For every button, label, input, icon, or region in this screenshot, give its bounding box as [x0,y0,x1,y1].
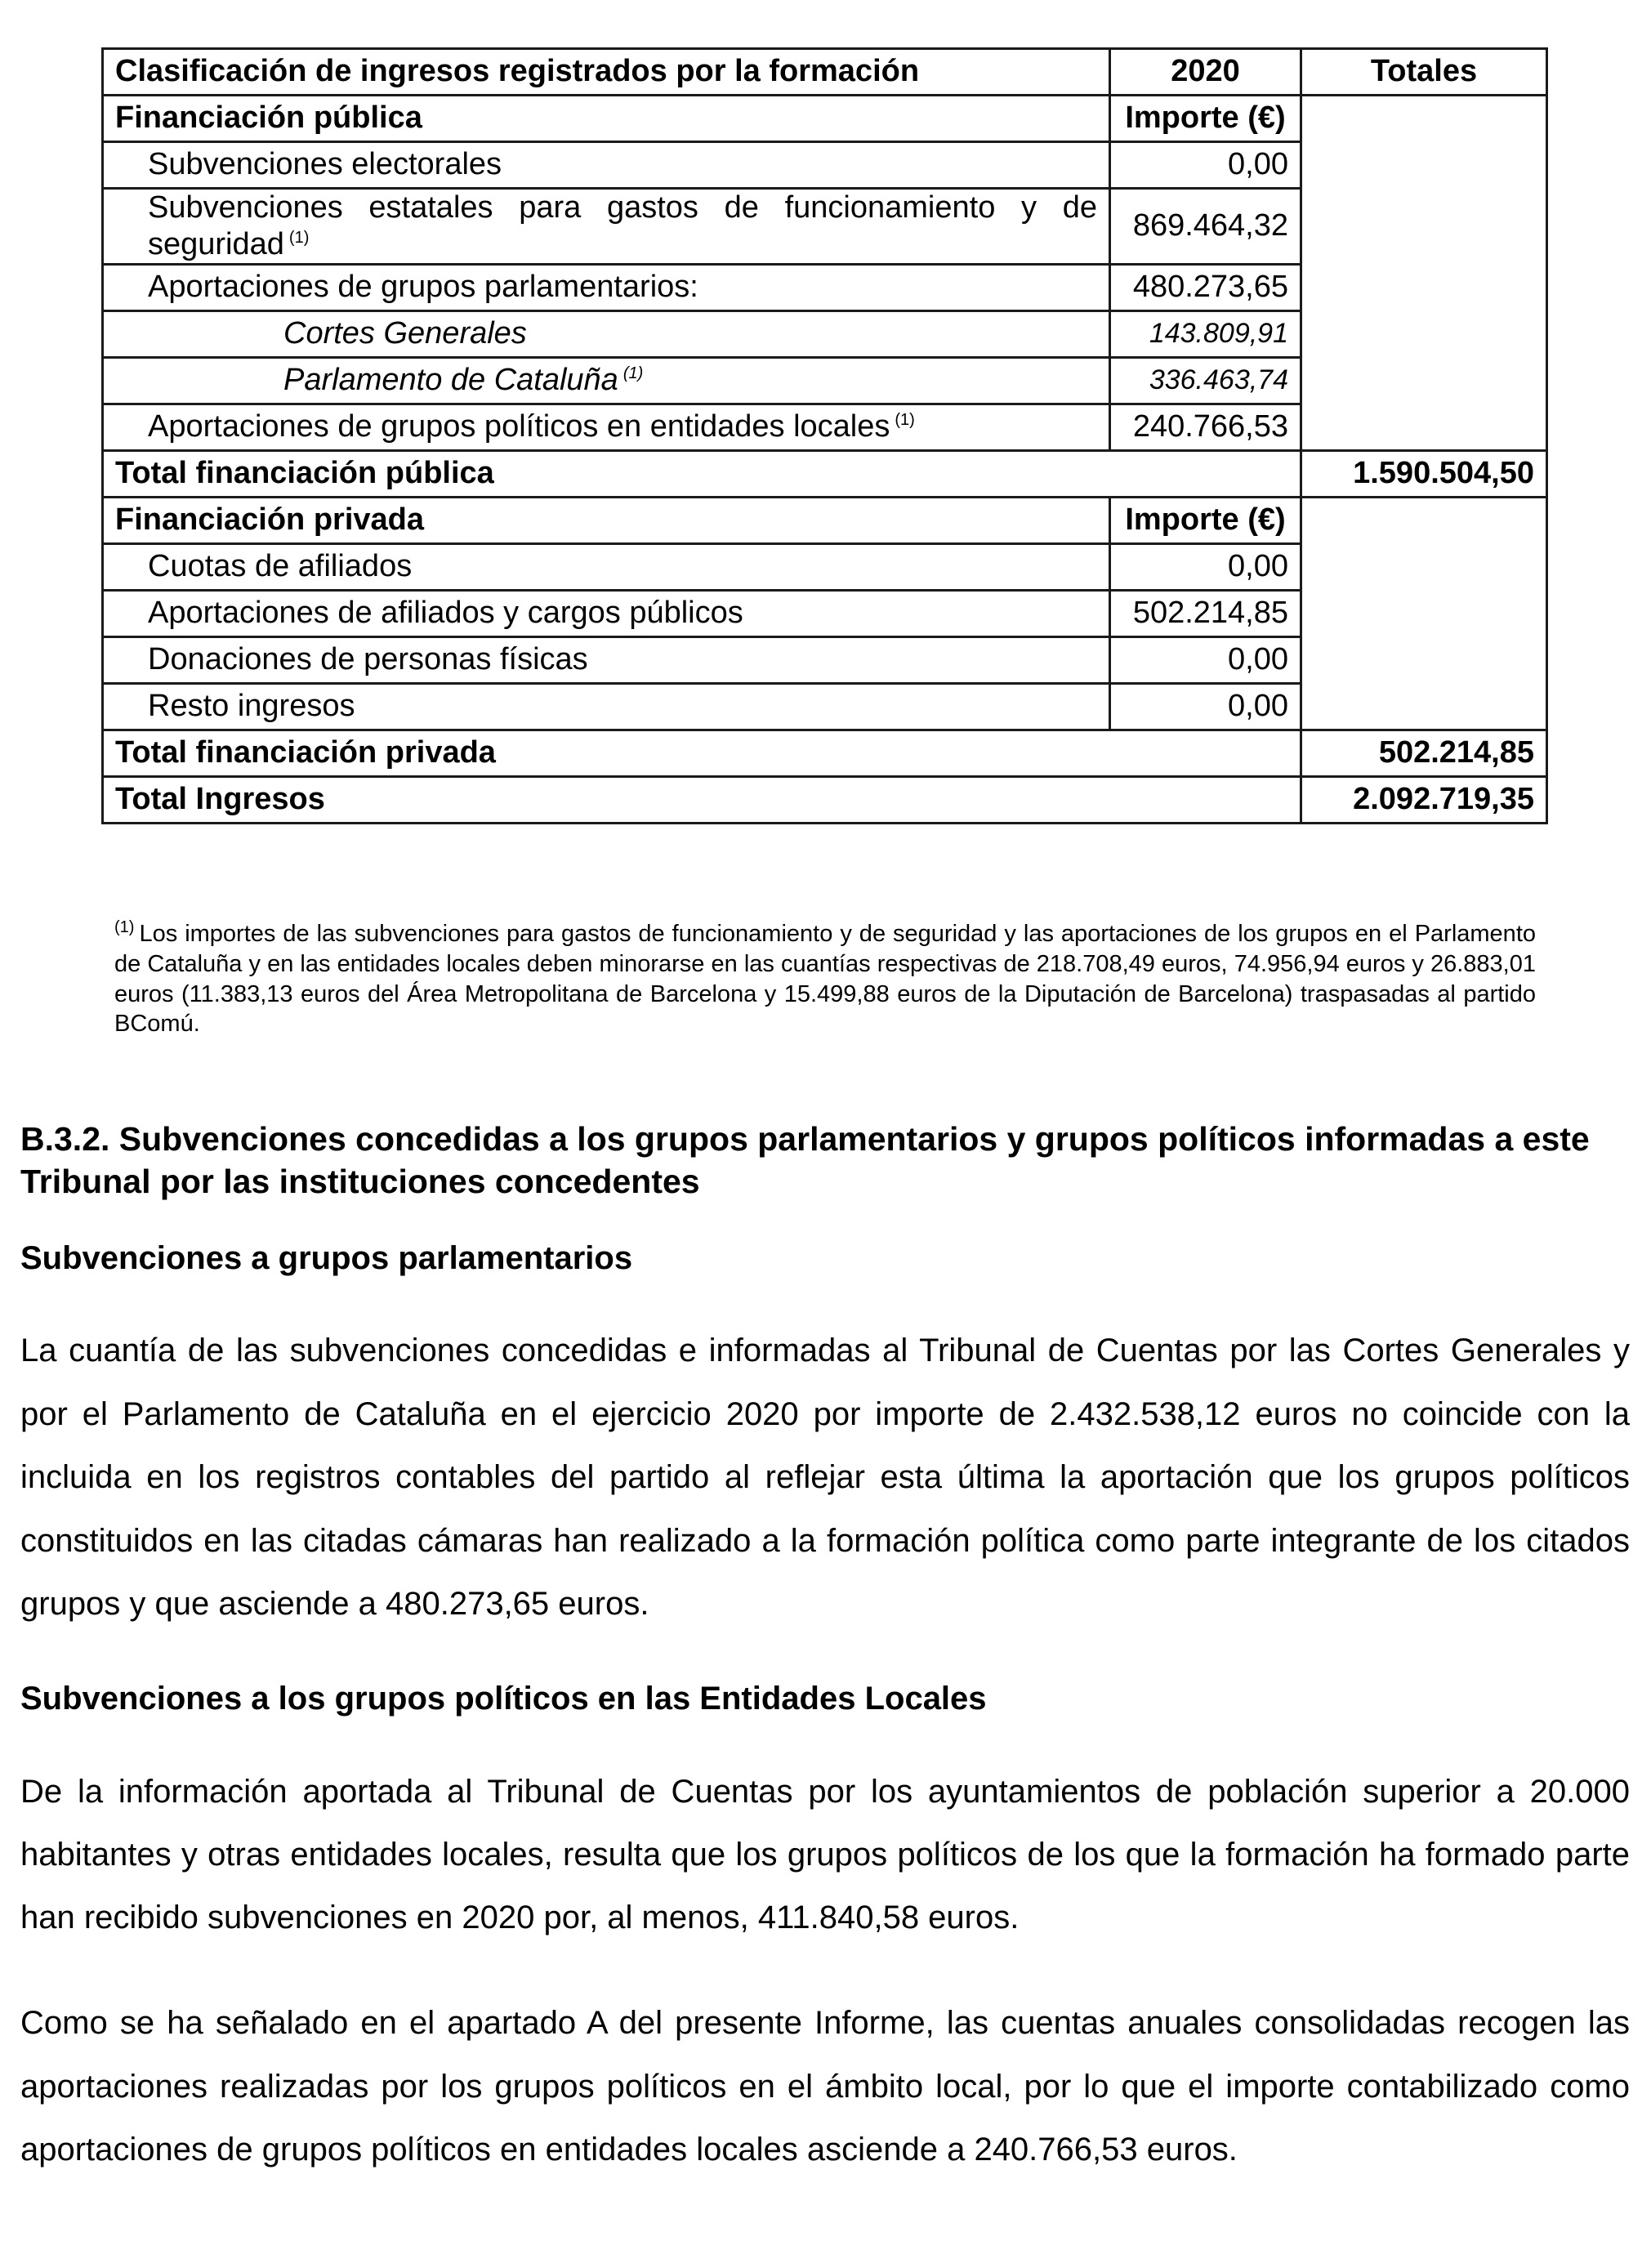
row-value: 0,00 [1110,543,1301,590]
row-value: 143.809,91 [1110,310,1301,357]
table-header-row [103,49,1547,96]
row-label: Cuotas de afiliados [103,543,1110,590]
footnote-text: Los importes de las subvenciones para gastos de funcionamiento y de seguridad y las aportaciones de los grupos en el Parlamento de Cataluña y en las entidades locales deben minorarse en las cuantías respectivas de 218.708,49 euros, 74.956,94 euros y 26.883,01 euros (11.383,13 euros del Área Metropolitana de Barcelona y 15.499,88 euros de la Diputación de Barcelona) traspasadas al partido BComú. [114,921,1536,1038]
row-label-cell [103,357,1110,404]
private-total-label: Total financiación privada [103,730,1301,776]
private-totals-empty-cell [1301,497,1547,730]
row-value: 480.273,65 [1110,264,1301,310]
public-section-title: Financiación pública [103,96,1110,142]
row-label: Parlamento de Cataluña [283,362,618,397]
footnote-marker: (1) [114,918,135,937]
income-classification-table-container [101,47,1546,824]
public-total-value: 1.590.504,50 [1301,450,1547,497]
public-total-label: Total financiación pública [103,450,1301,497]
paragraph-local-entities: De la información aportada al Tribunal de Cuentas por los ayuntamientos de población superior a 20.000 habitantes y otras entidades locales, resulta que los grupos políticos de los que la formación ha formado parte han recibido subvenciones en 2020 por, al menos, 411.840,58 euros. [20,1774,1630,1935]
header-totals: Totales [1301,49,1547,96]
public-total-row [103,450,1547,497]
row-value: 0,00 [1110,636,1301,683]
row-label: Donaciones de personas físicas [103,636,1110,683]
public-amount-header: Importe (€) [1110,96,1301,142]
row-value: 869.464,32 [1110,189,1301,265]
income-classification-table [101,47,1548,824]
private-total-value: 502.214,85 [1301,730,1547,776]
grand-total-label: Total Ingresos [103,776,1301,823]
row-label: Aportaciones de grupos políticos en entidades locales [148,409,890,444]
row-label: Cortes Generales [103,310,1110,357]
paragraph-parliamentary-groups: La cuantía de las subvenciones concedidas e informadas al Tribunal de Cuentas por las Cortes Generales y por el Parlamento de Cataluña en el ejercicio 2020 por importe de 2.432.538,12 euros no coincide con la incluida en los registros contables del partido al reflejar esta última la aportación que los grupos políticos constituidos en las citadas cámaras han realizado a la formación política como parte integrante de los citados grupos y que asciende a 480.273,65 euros. [20,1333,1630,1622]
row-label-cell [103,189,1110,265]
public-totals-empty-cell [1301,96,1547,451]
grand-total-value: 2.092.719,35 [1301,776,1547,823]
private-amount-header: Importe (€) [1110,497,1301,543]
subheading-parliamentary-groups: Subvenciones a grupos parlamentarios [20,1240,633,1276]
public-section-header-row [103,96,1547,142]
row-value: 0,00 [1110,683,1301,730]
row-value: 336.463,74 [1110,357,1301,404]
section-heading: B.3.2. Subvenciones concedidas a los grupos parlamentarios y grupos políticos informadas a este Tribunal por las instituciones concedentes [20,1120,1590,1201]
subheading-local-entities: Subvenciones a los grupos políticos en las Entidades Locales [20,1681,987,1717]
footnote-reference: (1) [622,364,644,383]
table-footnote [114,919,1536,1039]
private-total-row [103,730,1547,776]
row-value: 0,00 [1110,142,1301,189]
row-value: 240.766,53 [1110,404,1301,450]
row-label: Resto ingresos [103,683,1110,730]
private-section-title: Financiación privada [103,497,1110,543]
row-label: Subvenciones estatales para gastos de funcionamiento y de seguridad [148,190,1097,261]
paragraph-consolidated-accounts: Como se ha señalado en el apartado A del presente Informe, las cuentas anuales consolidadas recogen las aportaciones realizadas por los grupos políticos en el ámbito local, por lo que el importe contabilizado como aportaciones de grupos políticos en entidades locales asciende a 240.766,53 euros. [20,2005,1630,2168]
row-label: Aportaciones de grupos parlamentarios: [103,264,1110,310]
row-value: 502.214,85 [1110,590,1301,636]
private-section-header-row [103,497,1547,543]
header-classification: Clasificación de ingresos registrados por la formación [103,49,1110,96]
header-year: 2020 [1110,49,1301,96]
footnote-reference: (1) [895,411,915,430]
footnote-reference: (1) [288,229,310,248]
row-label: Subvenciones electorales [103,142,1110,189]
grand-total-row [103,776,1547,823]
row-label-cell [103,404,1110,450]
row-label: Aportaciones de afiliados y cargos públicos [103,590,1110,636]
